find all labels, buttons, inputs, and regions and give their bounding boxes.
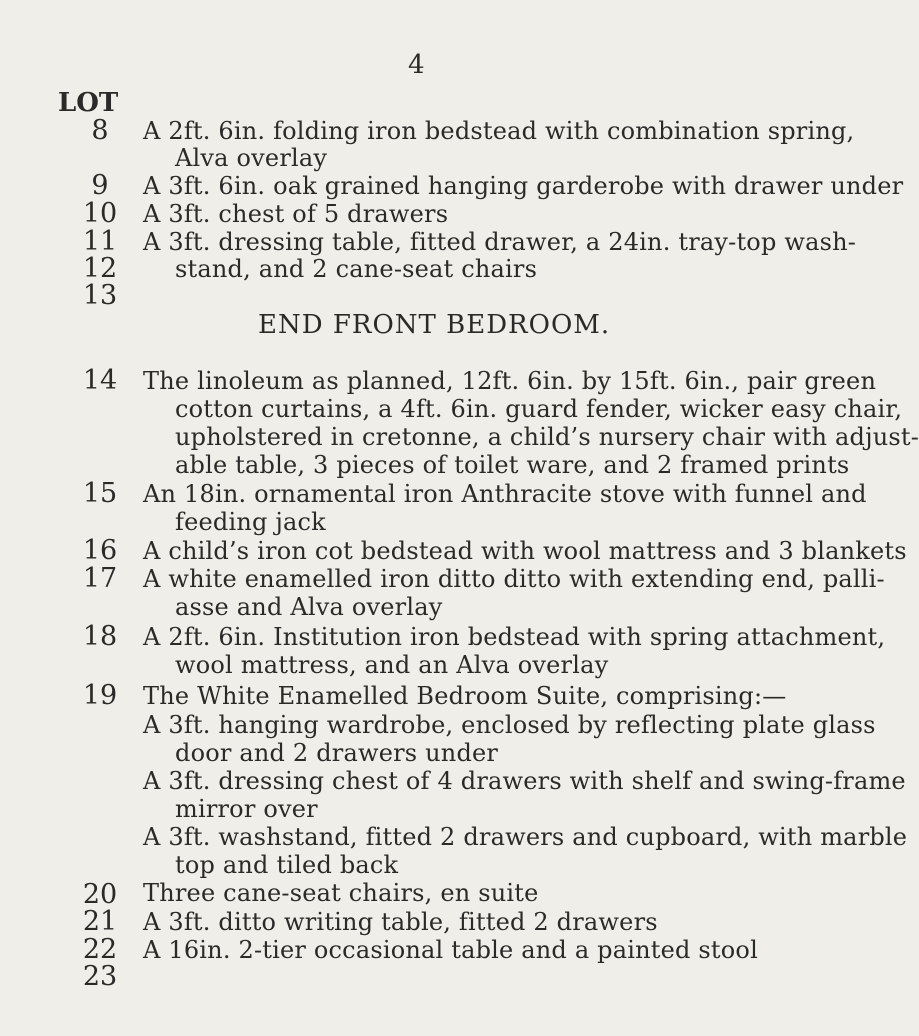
lot-number: 12 xyxy=(82,253,118,284)
lot-description-line: A 3ft. 6in. oak grained hanging garderobe with drawer under xyxy=(143,172,904,200)
lot-description-line: A 3ft. chest of 5 drawers xyxy=(143,200,449,228)
lot-description-line: wool mattress, and an Alva overlay xyxy=(175,651,609,679)
lot-description-line: A 3ft. ditto writing table, fitted 2 drawers xyxy=(143,908,658,936)
lot-description-line: Alva overlay xyxy=(175,144,328,172)
lot-description-line: asse and Alva overlay xyxy=(175,593,443,621)
lot-description-line: cotton curtains, a 4ft. 6in. guard fender, wicker easy chair, xyxy=(175,395,903,423)
lot-number: 23 xyxy=(82,961,118,992)
lot-number: 15 xyxy=(82,478,118,509)
lot-description-line: door and 2 drawers under xyxy=(175,739,499,767)
lot-column-heading: LOT xyxy=(58,88,119,118)
lot-number: 21 xyxy=(82,906,118,937)
lot-number: 16 xyxy=(82,535,118,566)
lot-description-line: An 18in. ornamental iron Anthracite stove with funnel and xyxy=(143,480,867,508)
lot-description-line: A 3ft. dressing chest of 4 drawers with shelf and swing-frame xyxy=(143,767,906,795)
lot-number: 13 xyxy=(82,280,118,311)
lot-description-line: A 2ft. 6in. Institution iron bedstead with spring attachment, xyxy=(143,623,886,651)
lot-number: 14 xyxy=(82,365,118,396)
lot-number: 18 xyxy=(82,621,118,652)
lot-number: 22 xyxy=(82,934,118,965)
lot-description-line: A 3ft. dressing table, fitted drawer, a 24in. tray-top wash- xyxy=(143,228,857,256)
lot-number: 9 xyxy=(91,170,109,201)
lot-description-line: Three cane-seat chairs, en suite xyxy=(143,879,539,907)
lot-description-line: A child’s iron cot bedstead with wool mattress and 3 blankets xyxy=(143,537,907,565)
lot-description-line: feeding jack xyxy=(175,508,326,536)
lot-description-line: stand, and 2 cane-seat chairs xyxy=(175,255,538,283)
lot-number: 20 xyxy=(82,879,118,910)
page-number: 4 xyxy=(408,50,425,80)
lot-description-line: A 2ft. 6in. folding iron bedstead with combination spring, xyxy=(143,117,855,145)
lot-number: 11 xyxy=(82,226,118,257)
lot-number: 17 xyxy=(82,563,118,594)
lot-description-line: The linoleum as planned, 12ft. 6in. by 15ft. 6in., pair green xyxy=(143,367,877,395)
lot-description-line: A 3ft. washstand, fitted 2 drawers and cupboard, with marble xyxy=(143,823,908,851)
lot-description-line: The White Enamelled Bedroom Suite, comprising:— xyxy=(143,682,787,710)
lot-description-line: mirror over xyxy=(175,795,318,823)
lot-description-line: top and tiled back xyxy=(175,851,399,879)
lot-number: 19 xyxy=(82,680,118,711)
lot-number: 8 xyxy=(91,115,109,146)
lot-description-line: upholstered in cretonne, a child’s nursery chair with adjust- xyxy=(175,423,919,451)
lot-description-line: A 16in. 2-tier occasional table and a painted stool xyxy=(143,936,758,964)
lot-description-line: A 3ft. hanging wardrobe, enclosed by reflecting plate glass xyxy=(143,711,876,739)
section-heading: END FRONT BEDROOM. xyxy=(258,310,611,340)
lot-number: 10 xyxy=(82,198,118,229)
lot-description-line: able table, 3 pieces of toilet ware, and 2 framed prints xyxy=(175,451,850,479)
lot-description-line: A white enamelled iron ditto ditto with extending end, palli- xyxy=(143,565,885,593)
